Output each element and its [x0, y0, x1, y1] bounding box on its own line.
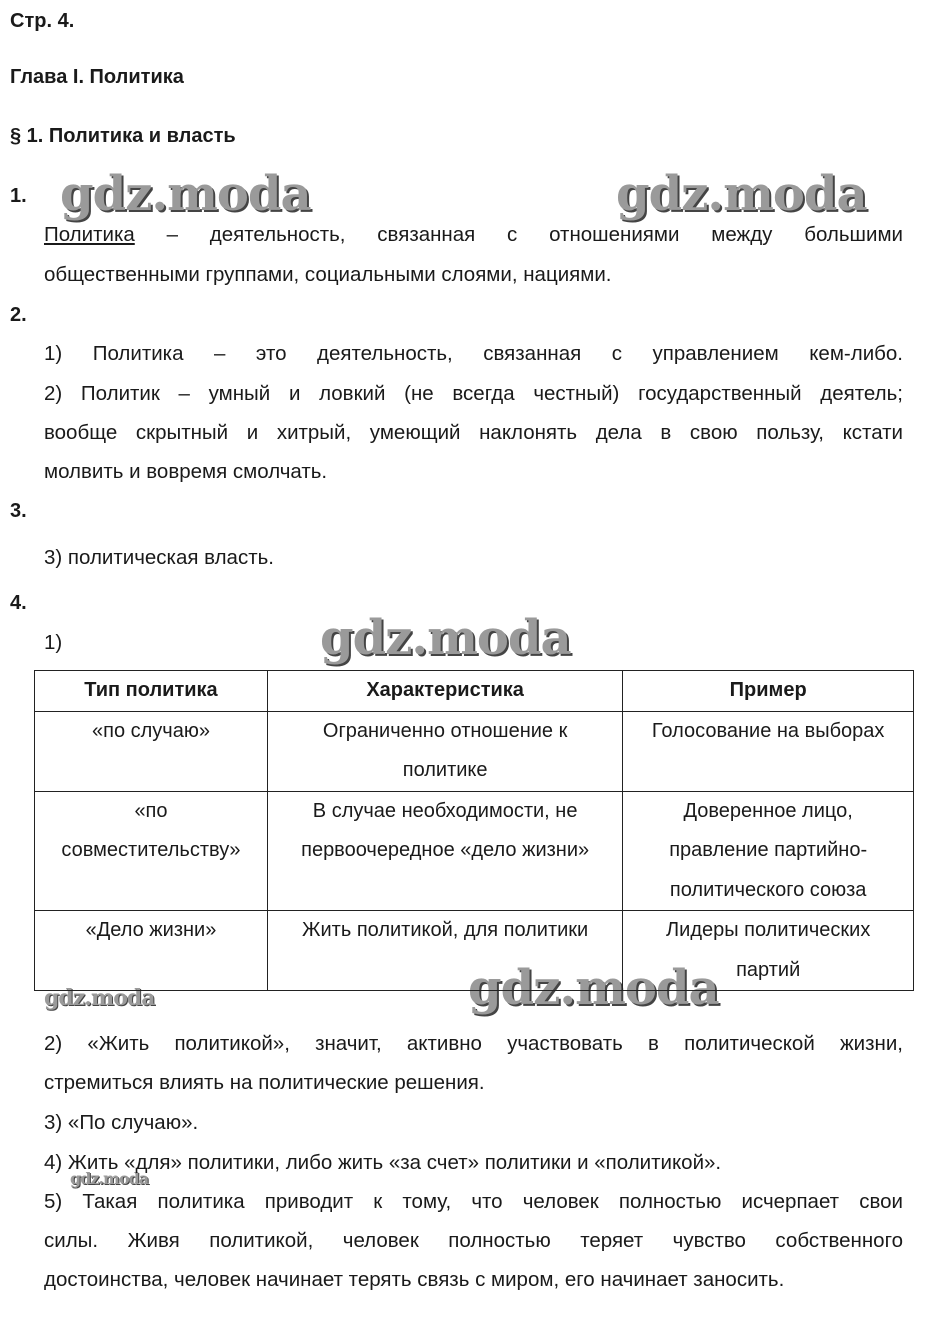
table-cell: Ограниченно отношение к политике [267, 711, 622, 791]
task-2-number: 2. [10, 304, 27, 326]
term-politics: Политика [44, 223, 135, 246]
task-2-line-4: молвить и вовремя смолчать. [44, 460, 328, 483]
table-row [35, 791, 914, 911]
task-3-answer: 3) политическая власть. [44, 546, 274, 569]
politician-types-table [34, 670, 914, 991]
table-header-cell: Пример [623, 671, 914, 712]
watermark-logo: gdz.moda [70, 1169, 149, 1188]
task-2-line-3: вообще скрытный и хитрый, умеющий наклонять дела в свою пользу, кстати [44, 421, 903, 444]
table-header-cell: Характеристика [267, 671, 622, 712]
page-label: Стр. 4. [10, 10, 75, 32]
task-3-number: 3. [10, 500, 27, 522]
task-4-answer-3: 3) «По случаю». [44, 1111, 199, 1134]
table-cell: «по совместительству» [35, 791, 268, 911]
table-cell: Голосование на выборах [623, 711, 914, 791]
watermark-logo: gdz.moda [616, 166, 867, 222]
table-header-cell: Тип политика [35, 671, 268, 712]
task-4-answer-5-line-1: 5) Такая политика приводит к тому, что человек полностью исчерпает свои [44, 1190, 903, 1213]
table-cell: «Дело жизни» [35, 911, 268, 991]
task-2-line-2: 2) Политик – умный и ловкий (не всегда честный) государственный деятель; [44, 382, 903, 405]
table-header-row [35, 671, 914, 712]
task-4-answer-5-line-2: силы. Живя политикой, человек полностью теряет чувство собственного [44, 1229, 903, 1252]
task-4-answer-2-line-2: стремиться влиять на политические решения. [44, 1071, 485, 1094]
task-2-line-1: 1) Политика – это деятельность, связанная с управлением кем-либо. [44, 342, 903, 365]
task-1-definition: – деятельность, связанная с отношениями между большими [166, 223, 904, 246]
chapter-title: Глава I. Политика [10, 66, 184, 88]
watermark-logo: gdz.moda [468, 960, 719, 1016]
table-cell: Жить политикой, для политики [267, 911, 622, 991]
task-4-number: 4. [10, 592, 27, 614]
watermark-logo: gdz.moda [320, 610, 571, 666]
task-4-answer-2-line-1: 2) «Жить политикой», значит, активно участвовать в политической жизни, [44, 1032, 903, 1055]
table-cell: «по случаю» [35, 711, 268, 791]
task-1-line-1 [44, 215, 903, 255]
task-4-answer-4: 4) Жить «для» политики, либо жить «за счет» политики и «политикой». [44, 1151, 722, 1174]
watermark-logo: gdz.moda [44, 985, 155, 1011]
task-1-number: 1. [10, 185, 27, 207]
table-row [35, 711, 914, 791]
task-4-sub-1: 1) [44, 631, 63, 654]
table-cell: В случае необходимости, не первоочередное «дело жизни» [267, 791, 622, 911]
table-cell: Лидеры политических партий [623, 911, 914, 991]
task-4-answer-5-line-3: достоинства, человек начинает терять связь с миром, его начинает заносить. [44, 1268, 785, 1291]
watermark-logo: gdz.moda [60, 166, 311, 222]
table-cell: Доверенное лицо, правление партийно-политического союза [623, 791, 914, 911]
section-title: § 1. Политика и власть [10, 125, 236, 147]
task-1-line-2: общественными группами, социальными слоями, нациями. [44, 263, 612, 286]
table-row [35, 911, 914, 991]
